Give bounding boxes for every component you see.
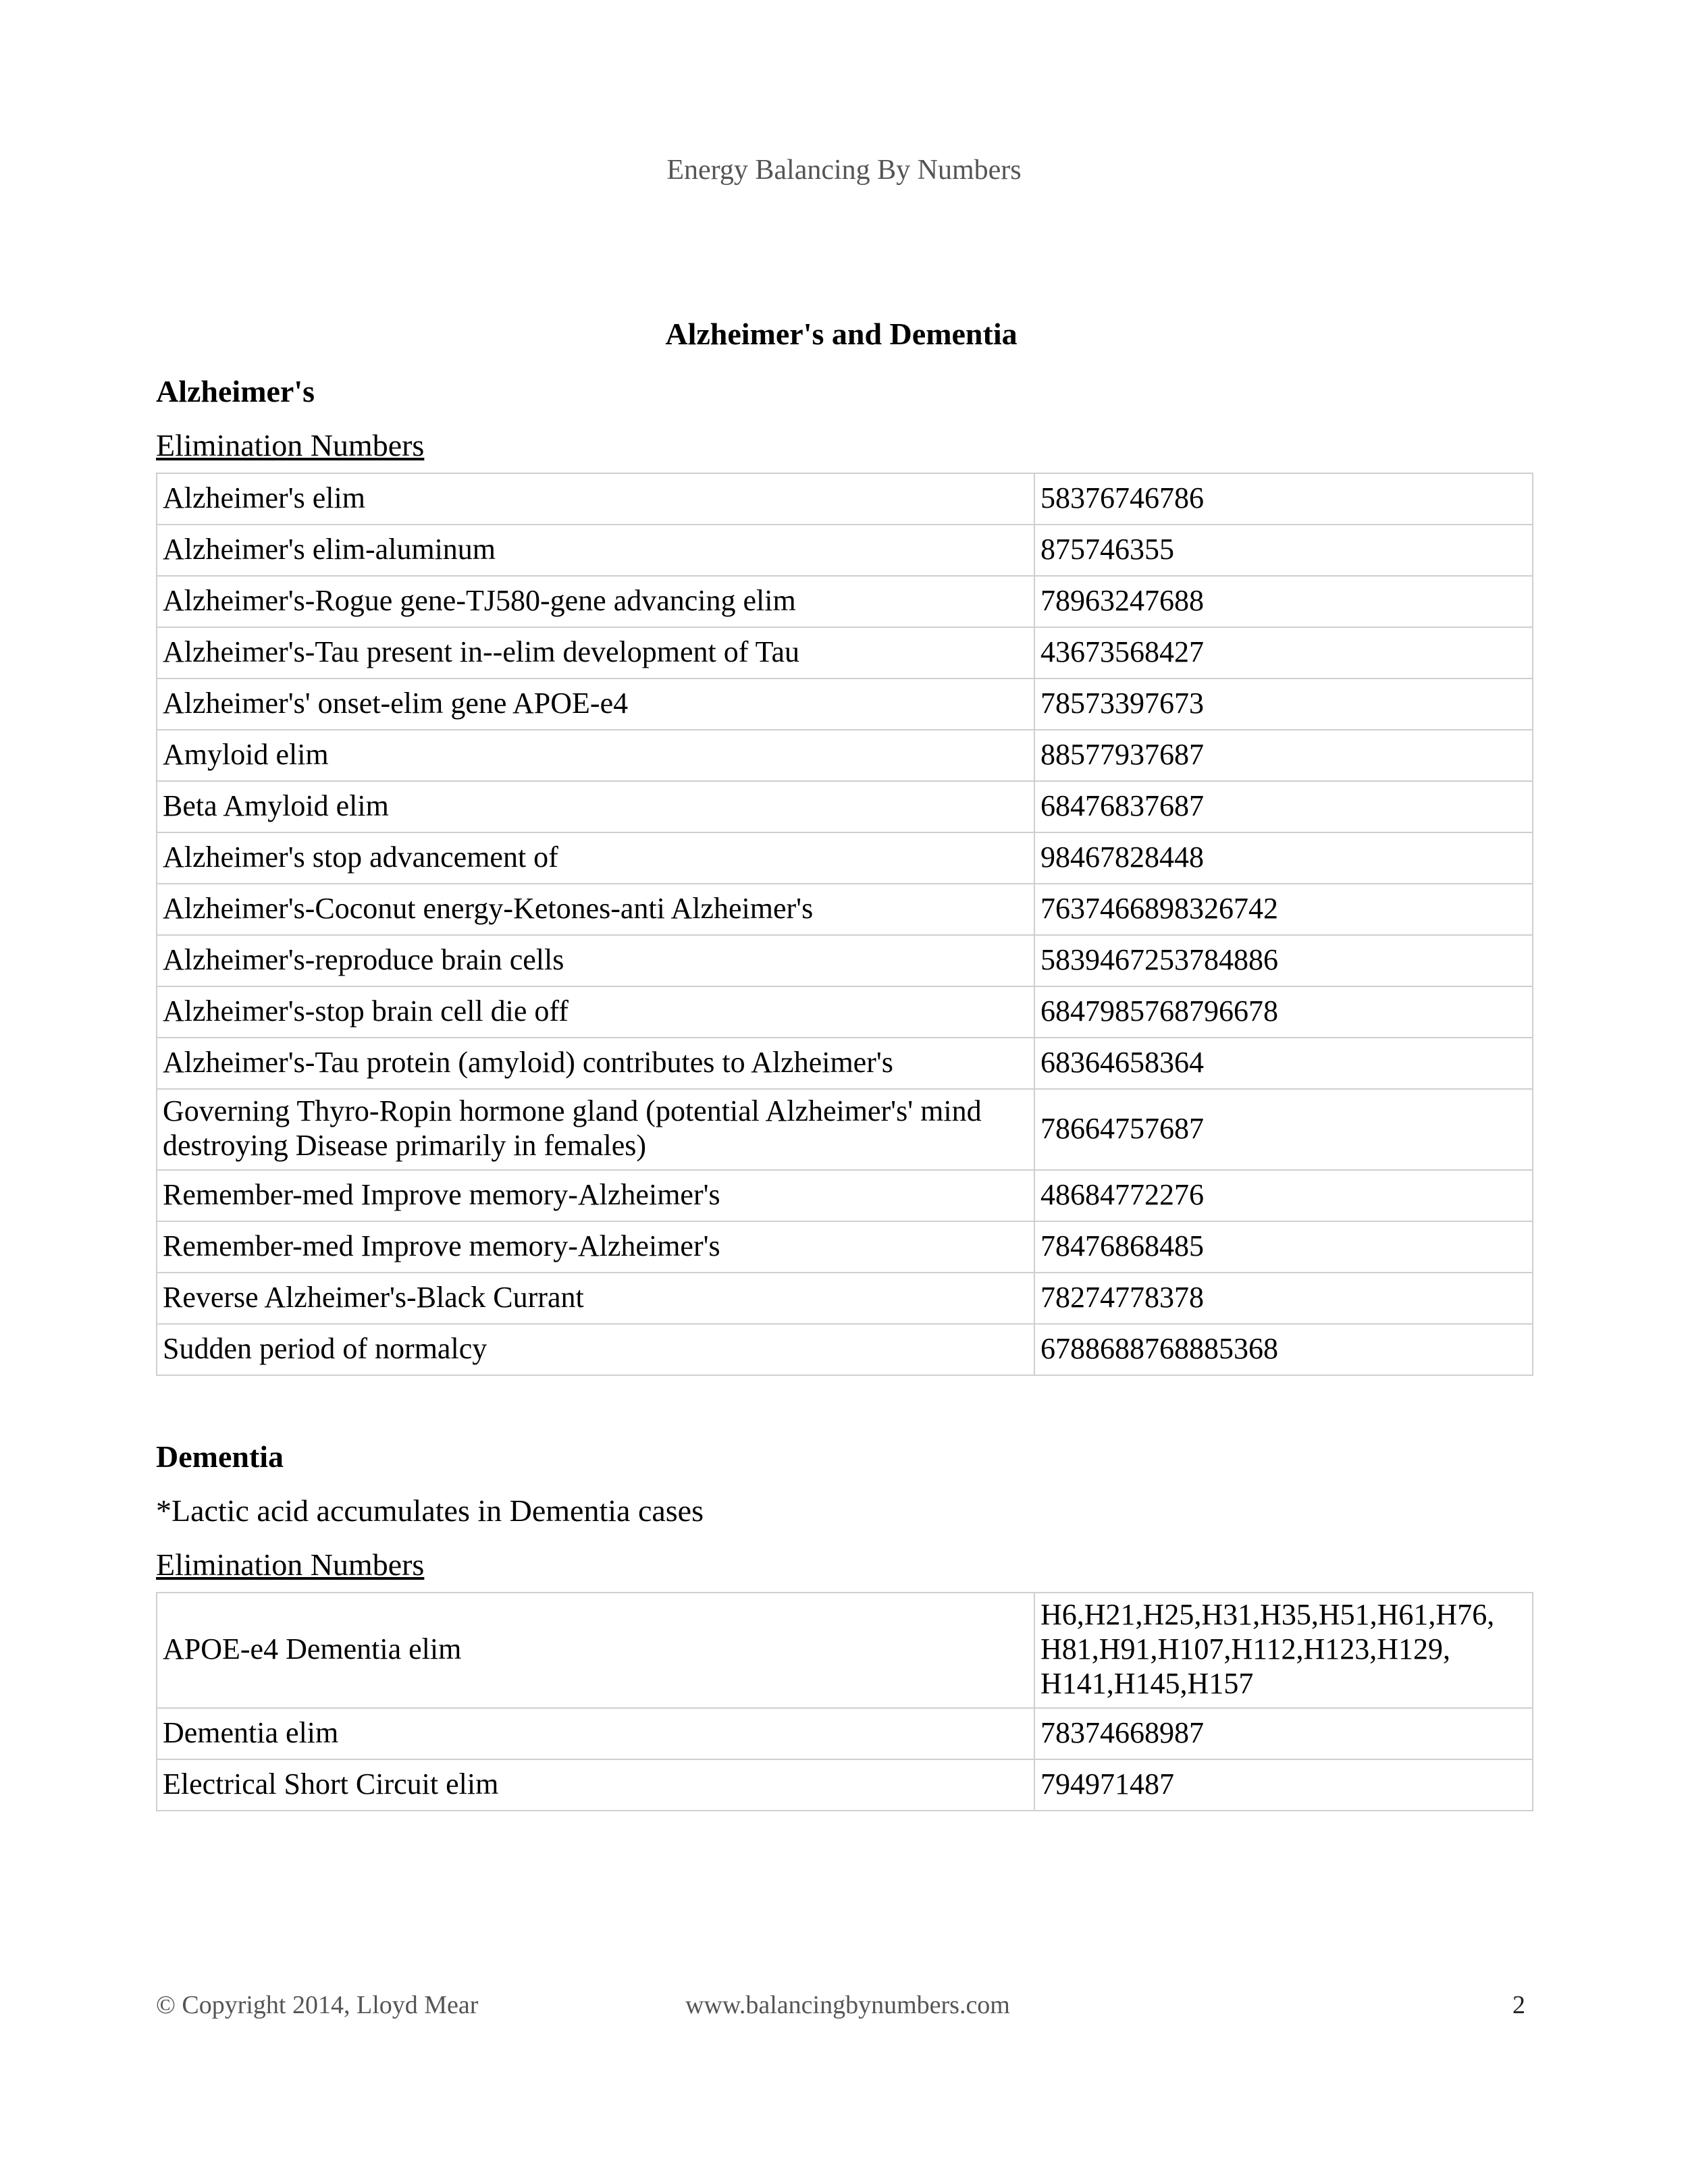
document-body bbox=[156, 311, 1527, 1811]
section-heading-alzheimers: Alzheimer's bbox=[156, 374, 315, 408]
row-label: Alzheimer's-Coconut energy-Ketones-anti Alzheimer's bbox=[157, 884, 1034, 935]
row-value: 68364658364 bbox=[1034, 1038, 1533, 1089]
row-label: Beta Amyloid elim bbox=[157, 781, 1034, 832]
row-value: 78664757687 bbox=[1034, 1089, 1533, 1170]
row-value: 48684772276 bbox=[1034, 1170, 1533, 1221]
row-label: Alzheimer's' onset-elim gene APOE-e4 bbox=[157, 678, 1034, 730]
row-value: 88577937687 bbox=[1034, 730, 1533, 781]
table-row bbox=[157, 935, 1533, 986]
row-value: 68476837687 bbox=[1034, 781, 1533, 832]
table-row bbox=[157, 576, 1533, 627]
table-row bbox=[157, 1038, 1533, 1089]
document-title: Alzheimer's and Dementia bbox=[665, 317, 1018, 351]
row-value: 58376746786 bbox=[1034, 473, 1533, 525]
row-value: 78274778378 bbox=[1034, 1273, 1533, 1324]
row-label: APOE-e4 Dementia elim bbox=[157, 1593, 1034, 1708]
table-row bbox=[157, 1170, 1533, 1221]
row-label: Electrical Short Circuit elim bbox=[157, 1759, 1034, 1811]
row-label: Remember-med Improve memory-Alzheimer's bbox=[157, 1170, 1034, 1221]
row-value: 5839467253784886 bbox=[1034, 935, 1533, 986]
row-label: Reverse Alzheimer's-Black Currant bbox=[157, 1273, 1034, 1324]
row-value: 6847985768796678 bbox=[1034, 986, 1533, 1038]
row-value: 43673568427 bbox=[1034, 627, 1533, 678]
row-label: Alzheimer's-Tau protein (amyloid) contributes to Alzheimer's bbox=[157, 1038, 1034, 1089]
row-value: 6788688768885368 bbox=[1034, 1324, 1533, 1375]
table-row bbox=[157, 884, 1533, 935]
row-value: 794971487 bbox=[1034, 1759, 1533, 1811]
row-label: Alzheimer's-Tau present in--elim development of Tau bbox=[157, 627, 1034, 678]
table-row bbox=[157, 781, 1533, 832]
table-row bbox=[157, 832, 1533, 884]
subheading-elimination-numbers: Elimination Numbers bbox=[156, 428, 425, 462]
row-label: Alzheimer's stop advancement of bbox=[157, 832, 1034, 884]
row-value: 7637466898326742 bbox=[1034, 884, 1533, 935]
footer-page-number: 2 bbox=[1512, 1991, 1525, 2019]
dementia-table bbox=[156, 1592, 1533, 1811]
alzheimers-table bbox=[156, 473, 1533, 1376]
row-label: Alzheimer's-Rogue gene-TJ580-gene advancing elim bbox=[157, 576, 1034, 627]
subheading-elimination-numbers: Elimination Numbers bbox=[156, 1547, 425, 1582]
footer-copyright: © Copyright 2014, Lloyd Mear bbox=[156, 1991, 479, 2019]
row-label: Alzheimer's elim bbox=[157, 473, 1034, 525]
row-label: Governing Thyro-Ropin hormone gland (potential Alzheimer's' mind destroying Disease primarily in females) bbox=[157, 1089, 1034, 1170]
row-value: 78963247688 bbox=[1034, 576, 1533, 627]
table-row bbox=[157, 1221, 1533, 1273]
row-value: 98467828448 bbox=[1034, 832, 1533, 884]
table-row bbox=[157, 525, 1533, 576]
section-heading-dementia: Dementia bbox=[156, 1439, 284, 1474]
table-row bbox=[157, 1593, 1533, 1708]
row-label: Amyloid elim bbox=[157, 730, 1034, 781]
table-row bbox=[157, 1708, 1533, 1759]
table-row bbox=[157, 473, 1533, 525]
row-label: Alzheimer's-reproduce brain cells bbox=[157, 935, 1034, 986]
row-label: Alzheimer's-stop brain cell die off bbox=[157, 986, 1034, 1038]
dementia-note: *Lactic acid accumulates in Dementia cases bbox=[156, 1493, 704, 1528]
row-value: H6,H21,H25,H31,H35,H51,H61,H76, H81,H91,H107,H112,H123,H129, H141,H145,H157 bbox=[1034, 1593, 1533, 1708]
table-row bbox=[157, 627, 1533, 678]
table-row bbox=[157, 678, 1533, 730]
row-label: Alzheimer's elim-aluminum bbox=[157, 525, 1034, 576]
row-label: Dementia elim bbox=[157, 1708, 1034, 1759]
table-row bbox=[157, 730, 1533, 781]
table-row bbox=[157, 1759, 1533, 1811]
page-header: Energy Balancing By Numbers bbox=[666, 155, 1022, 186]
row-value: 78573397673 bbox=[1034, 678, 1533, 730]
row-value: 78374668987 bbox=[1034, 1708, 1533, 1759]
table-row bbox=[157, 1324, 1533, 1375]
row-value: 78476868485 bbox=[1034, 1221, 1533, 1273]
row-label: Remember-med Improve memory-Alzheimer's bbox=[157, 1221, 1034, 1273]
table-row bbox=[157, 986, 1533, 1038]
table-row bbox=[157, 1089, 1533, 1170]
row-value: 875746355 bbox=[1034, 525, 1533, 576]
footer-website: www.balancingbynumbers.com bbox=[685, 1991, 1010, 2019]
row-label: Sudden period of normalcy bbox=[157, 1324, 1034, 1375]
table-row bbox=[157, 1273, 1533, 1324]
section-spacer bbox=[156, 1376, 1527, 1430]
